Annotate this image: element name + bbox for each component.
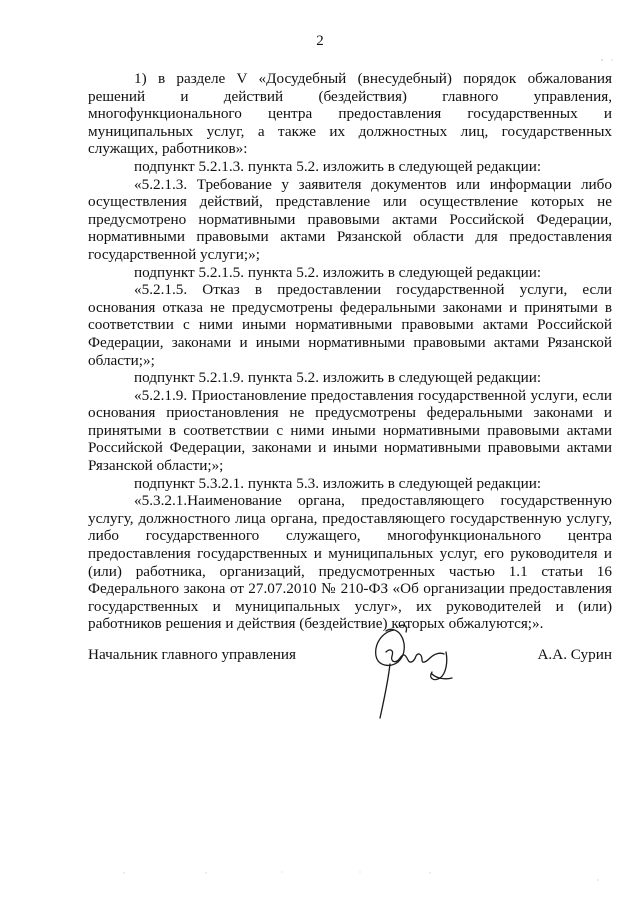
paragraph-sub-5-2-1-5-text: «5.2.1.5. Отказ в предоставлении государственной услуги, если основания отказа не предусмотрены федеральными законами и принятыми в соответствии с ними иными нормативными правовыми актами Российской Федерации, законами и иными нормативными правовыми актами Рязанской области;»; — [88, 281, 612, 369]
paragraph-sub-5-3-2-1-text: «5.3.2.1.Наименование органа, предоставляющего государственную услугу, должностного лица органа, предоставляющего государственную услугу, либо государственного служащего, многофункционального центра предоставления государственных и муниципальных услуг, его руководителя и (или) работника, организаций, предусмотренных частью 1.1 статьи 16 Федерального закона от 27.07.2010 № 210-ФЗ «Об организации предоставления государственных и муниципальных услуг», их руководителей и (или) работников решения и действия (бездействие) которых обжалуются;». — [88, 492, 612, 633]
signer-title: Начальник главного управления — [88, 646, 297, 663]
signer-name: А.А. Сурин — [537, 646, 612, 663]
paragraph-sub-5-2-1-9-text: «5.2.1.9. Приостановление предоставления государственной услуги, если основания приостановления не предусмотрены федеральными законами и принятыми в соответствии с ними иными нормативными правовыми актами Российской Федерации, законами и иными нормативными правовыми актами Рязанской области;»; — [88, 386, 612, 475]
paragraph-sub-5-2-1-3-text: «5.2.1.3. Требование у заявителя документов или информации либо осуществления действий, представление или осуществление которых не предусмотрено нормативными правовыми актами Российской Федерации, нормативными правовыми актами Рязанской области для предоставления государственной услуги;»; — [88, 175, 612, 263]
document-body — [88, 70, 612, 633]
paragraph-sub-5-3-2-1-heading: подпункт 5.3.2.1. пункта 5.3. изложить в следующей редакции: — [134, 474, 542, 492]
handwritten-signature — [360, 622, 470, 722]
paragraph-sub-5-2-1-5-heading: подпункт 5.2.1.5. пункта 5.2. изложить в следующей редакции: — [134, 263, 542, 281]
paragraph-sub-5-2-1-3-heading: подпункт 5.2.1.3. пункта 5.2. изложить в следующей редакции: — [134, 157, 542, 175]
paragraph-sub-5-2-1-9-heading: подпункт 5.2.1.9. пункта 5.2. изложить в следующей редакции: — [134, 369, 542, 387]
page-number: 2 — [316, 33, 324, 49]
paragraph-section-v-intro: 1) в разделе V «Досудебный (внесудебный) порядок обжалования решений и действий (бездействия) главного управления, многофункционального центра предоставления государственных и муниципальных услуг, а также их должностных лиц, государственных служащих, работников»: — [88, 70, 612, 158]
